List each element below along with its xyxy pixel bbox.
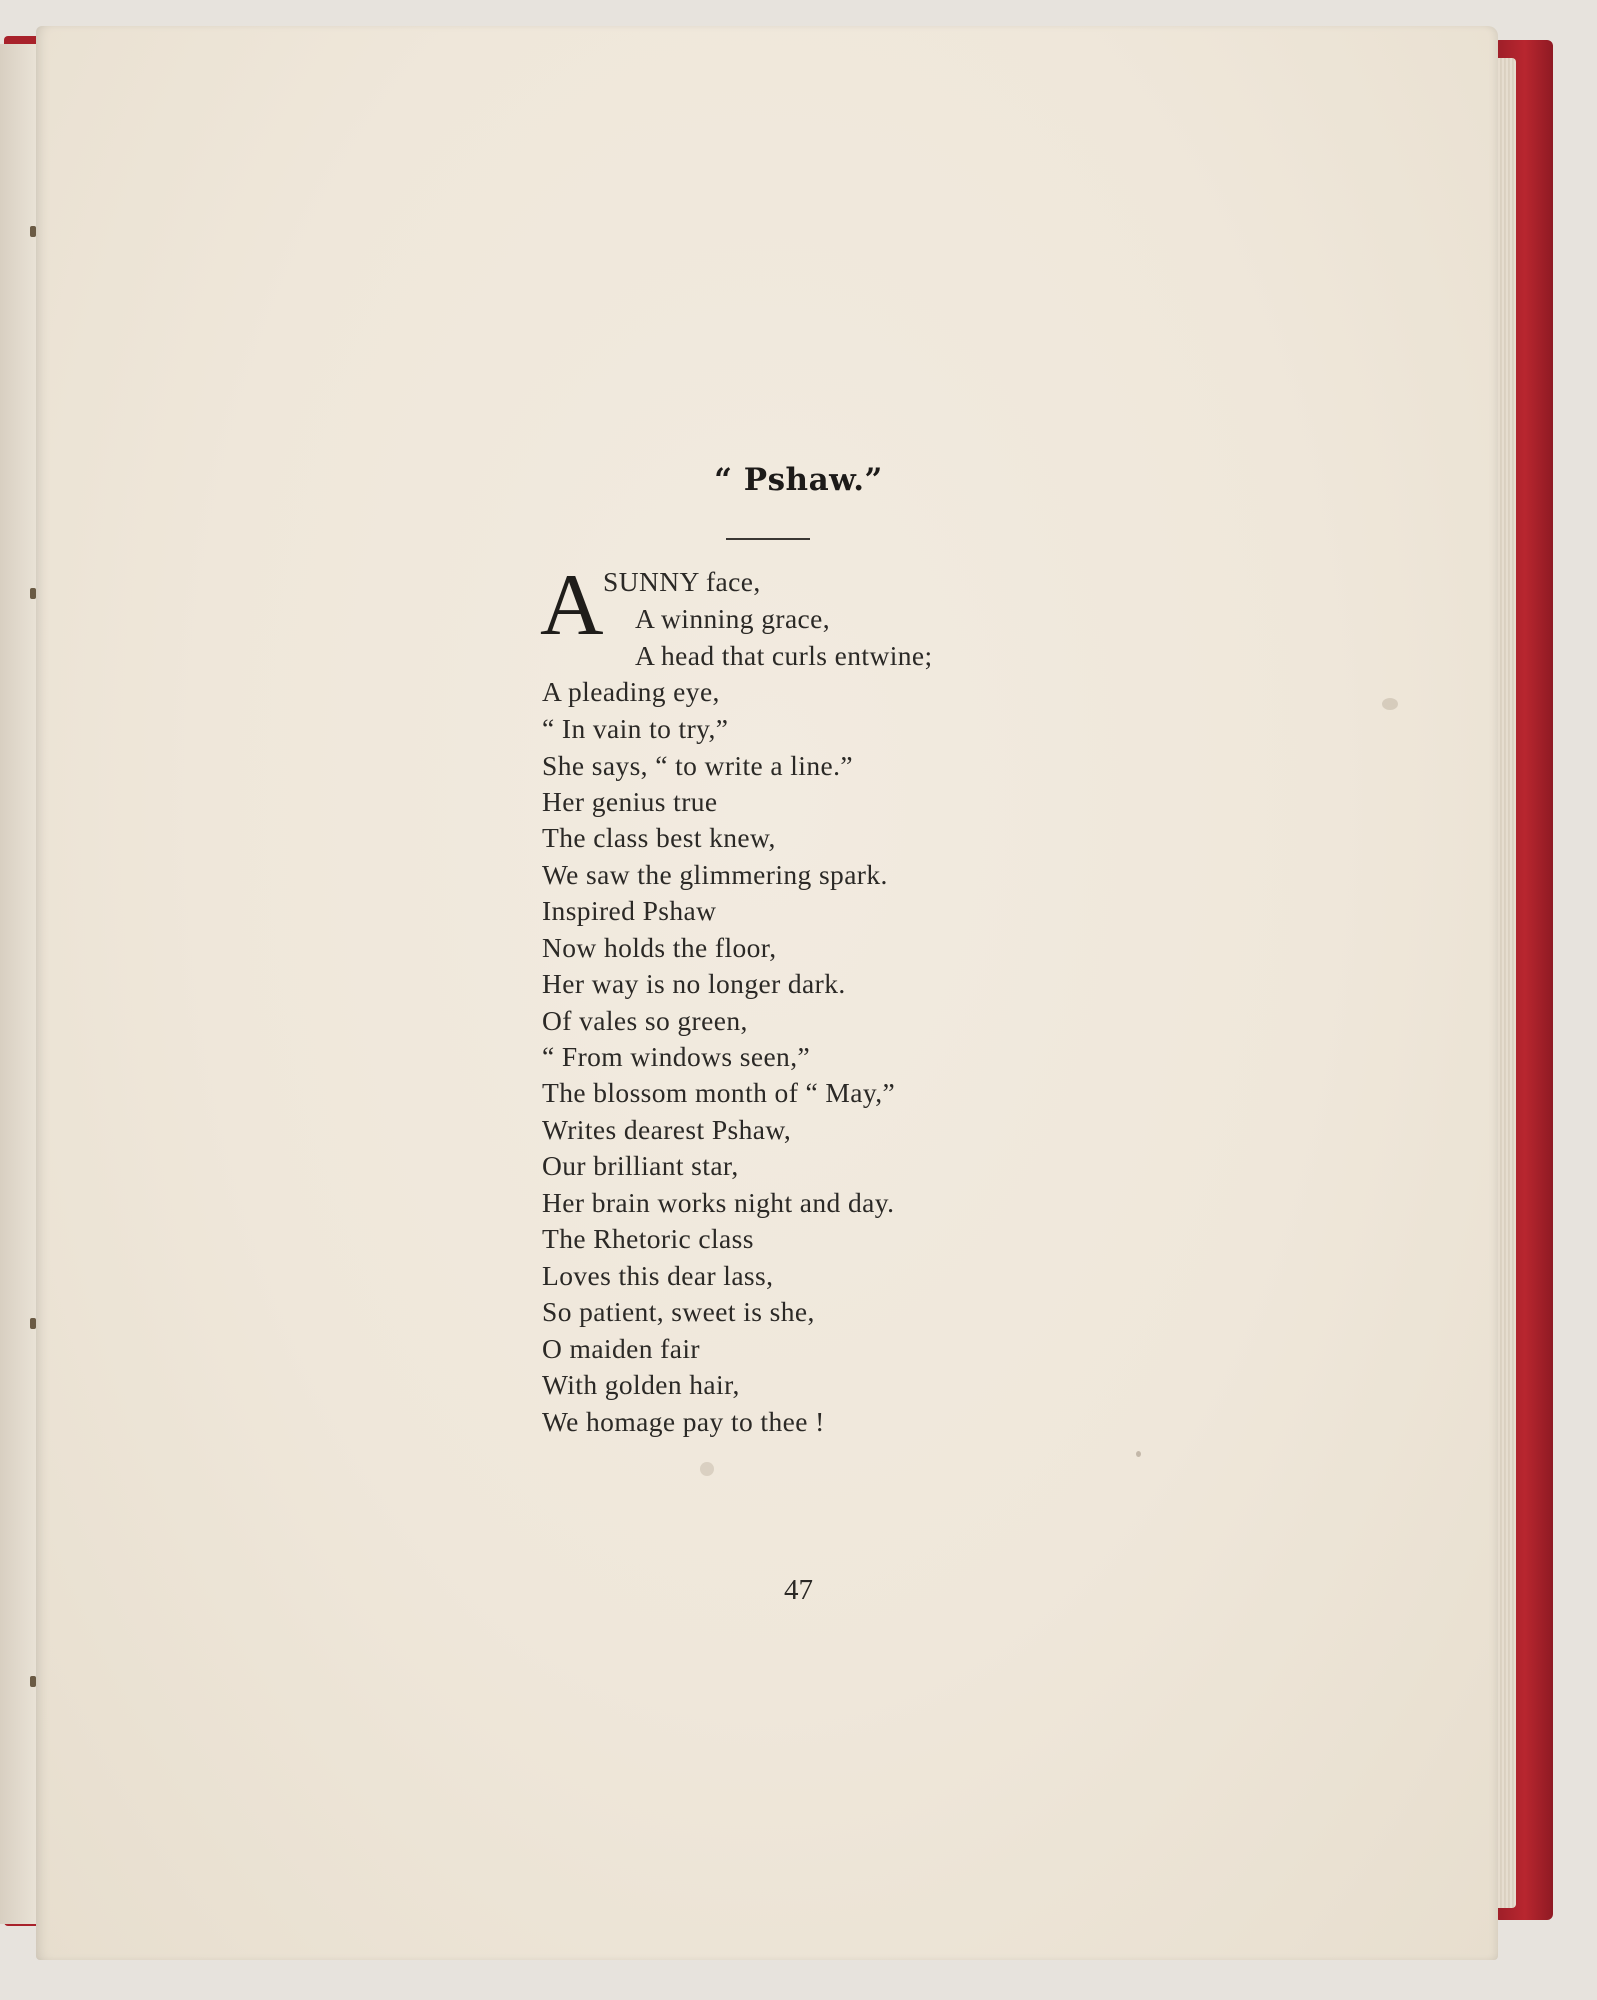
- binding-stitch: [30, 1318, 36, 1329]
- poem-line: Of vales so green,: [542, 1005, 748, 1036]
- poem-line: So patient, sweet is she,: [542, 1296, 815, 1327]
- poem-line: Her genius true: [542, 786, 718, 817]
- paper-speck: [700, 1462, 714, 1476]
- poem-line: Her brain works night and day.: [542, 1187, 895, 1218]
- poem-line: Inspired Pshaw: [542, 895, 717, 926]
- poem-line: “ In vain to try,”: [542, 713, 729, 744]
- poem-line: Now holds the floor,: [542, 932, 777, 963]
- poem-line: SUNNY face,: [603, 566, 761, 597]
- poem-line: The Rhetoric class: [542, 1223, 754, 1254]
- poem-line: Our brilliant star,: [542, 1150, 739, 1181]
- paper-speck: [1136, 1451, 1141, 1457]
- drop-cap: A: [540, 557, 604, 654]
- poem-line: A winning grace,: [635, 603, 831, 634]
- paper-speck: [1382, 698, 1398, 710]
- poem-line: O maiden fair: [542, 1333, 700, 1364]
- poem-line: We saw the glimmering spark.: [542, 859, 888, 890]
- poem-line: The class best knew,: [542, 822, 776, 853]
- binding-stitch: [30, 588, 36, 599]
- poem-line: The blossom month of “ May,”: [542, 1077, 896, 1108]
- poem-line: Loves this dear lass,: [542, 1260, 774, 1291]
- title-rule: [726, 538, 810, 540]
- binding-stitch: [30, 226, 36, 237]
- poem-line: She says, “ to write a line.”: [542, 750, 853, 781]
- poem-line: Writes dearest Pshaw,: [542, 1114, 792, 1145]
- poem-line: We homage pay to thee !: [542, 1406, 825, 1437]
- poem-line: Her way is no longer dark.: [542, 968, 846, 999]
- poem-line: A pleading eye,: [542, 676, 720, 707]
- binding-stitch: [30, 1676, 36, 1687]
- poem-line: “ From windows seen,”: [542, 1041, 811, 1072]
- page-number: 47: [784, 1574, 813, 1606]
- poem-line: With golden hair,: [542, 1369, 740, 1400]
- poem-title: “ Pshaw.”: [714, 462, 883, 498]
- poem-line: A head that curls entwine;: [635, 640, 933, 671]
- facing-page-edge: [0, 44, 37, 1924]
